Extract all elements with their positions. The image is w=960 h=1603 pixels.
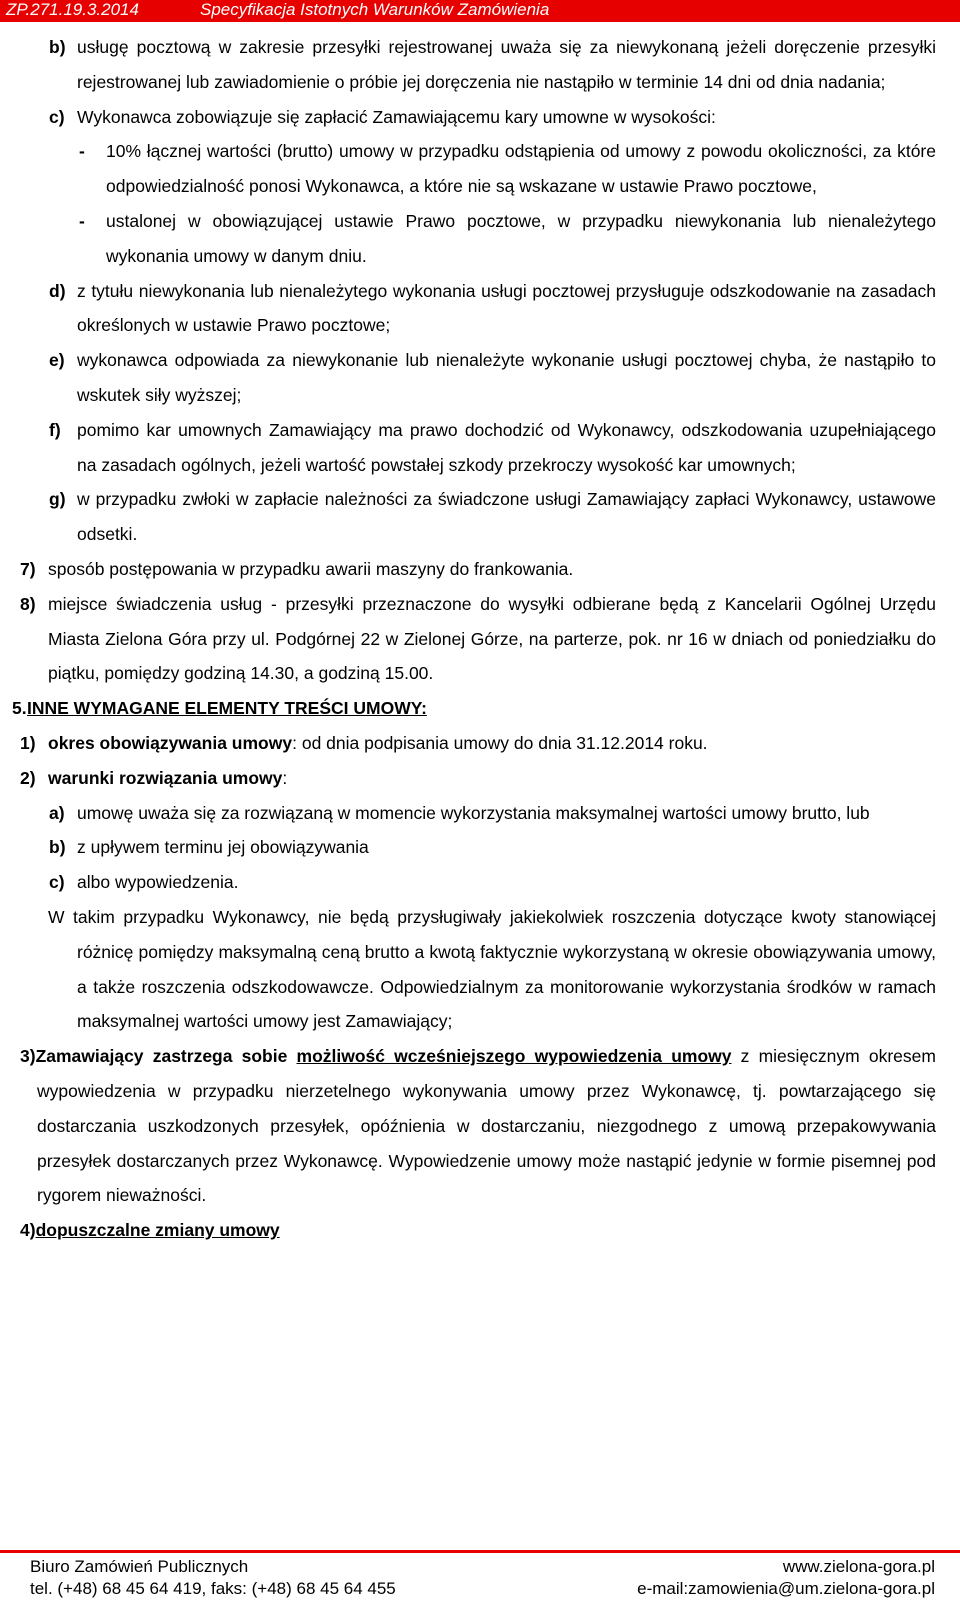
- clause-label: d): [49, 280, 66, 301]
- clause-label: b): [49, 37, 66, 57]
- clause-f: [20, 413, 936, 483]
- clause-b: [20, 30, 936, 100]
- point-text: : od dnia podpisania umowy do dnia 31.12.2014 roku.: [292, 732, 708, 753]
- section-title: INNE WYMAGANE ELEMENTY TREŚCI UMOWY:: [27, 698, 427, 719]
- section-5-point-3: [20, 1039, 936, 1213]
- footer-rule: [0, 1550, 960, 1553]
- document-header: [0, 0, 960, 22]
- point-bold-underlined-text: możliwość wcześniejszego wypowiedzenia umowy: [296, 1046, 732, 1067]
- point-bold-text: warunki rozwiązania umowy: [48, 767, 283, 788]
- section-5-point-2-note: [20, 900, 936, 1039]
- point-text: z miesięcznym okresem wypowiedzenia w przypadku nierzetelnego wykonywania umowy przez Wykonawcę, tj. powtarzającego się dostarczania uszkodzonych przesyłek, opóźnienia w dostarczaniu, niezgodnego z umową przepakowywania przesyłek dostarczanych przez Wykonawcę. Wypowiedzenie umowy może nastąpić jedynie w formie pisemnej pod rygorem nieważności.: [37, 1046, 936, 1206]
- section-5-heading: [12, 691, 936, 726]
- footer-website-link[interactable]: www.zielona-gora.pl: [782, 1557, 935, 1576]
- dash-label: -: [79, 141, 85, 162]
- footer-contact: tel. (+48) 68 45 64 419, faks: (+48) 68 45 64 455: [30, 1579, 396, 1598]
- point-label: 3): [20, 1046, 36, 1067]
- clause-text: ustalonej w obowiązującej ustawie Prawo pocztowe, w przypadku niewykonania lub nienależytego wykonania umowy w danym dniu.: [106, 210, 936, 266]
- clause-label: a): [49, 802, 65, 823]
- clause-text: usługę pocztową w zakresie przesyłki rejestrowanej uważa się za niewykonaną jeżeli doręczenie przesyłki rejestrowanej lub zawiadomienie o próbie jej doręczenia nie nastąpiło w terminie 14 dni od dnia nadania;: [77, 37, 936, 92]
- clause-text: umowę uważa się za rozwiązaną w momencie wykorzystania maksymalnej wartości umowy brutto, lub: [77, 802, 870, 823]
- clause-label: g): [49, 489, 66, 510]
- section-5-point-4: [20, 1213, 936, 1248]
- point-bold-text: okres obowiązywania umowy: [48, 732, 293, 753]
- clause-text: z tytułu niewykonania lub nienależytego wykonania usługi pocztowej przysługuje odszkodowanie na zasadach określonych w ustawie Prawo pocztowe;: [77, 280, 936, 336]
- document-code: ZP.271.19.3.2014: [6, 0, 139, 19]
- document-body: [12, 30, 936, 1248]
- point-bold-underlined-text: dopuszczalne zmiany umowy: [35, 1220, 280, 1241]
- clause-text: pomimo kar umownych Zamawiający ma prawo dochodzić od Wykonawcy, odszkodowania uzupełniającego na zasadach ogólnych, jeżeli wartość powstałej szkody przekroczy wysokość kar umownych;: [77, 419, 936, 475]
- point-bold-text: Zamawiający zastrzega sobie: [35, 1046, 297, 1067]
- point-8: [20, 587, 936, 691]
- clause-c-dash-2: [20, 204, 936, 274]
- point-label: 7): [20, 558, 36, 579]
- document-footer: [0, 1550, 960, 1603]
- clause-text: 10% łącznej wartości (brutto) umowy w przypadku odstąpienia od umowy z powodu okoliczności, za które odpowiedzialność ponosi Wykonawca, a które nie są wskazane w ustawie Prawo pocztowe,: [106, 141, 936, 197]
- clause-c-dash-1: [20, 134, 936, 204]
- clause-label: c): [49, 872, 65, 893]
- clause-text: z upływem terminu jej obowiązywania: [77, 837, 369, 858]
- clause-text: wykonawca odpowiada za niewykonanie lub nienależyte wykonanie usługi pocztowej chyba, że nastąpiło to wskutek siły wyższej;: [77, 350, 936, 405]
- point-text: sposób postępowania w przypadku awarii maszyny do frankowania.: [48, 558, 574, 579]
- clause-e: [20, 343, 936, 413]
- clause-d: [20, 274, 936, 344]
- point-label: 1): [20, 732, 36, 753]
- note-text: W takim przypadku Wykonawcy, nie będą przysługiwały jakiekolwiek roszczenia dotyczące kwoty stanowiącej różnicę pomiędzy maksymalną ceną brutto a kwotą faktycznie wykorzystaną w okresie obowiązywania umowy, a także roszczenia odszkodowawcze. Odpowiedzialnym za monitorowanie wykorzystania środków w ramach maksymalnej wartości umowy jest Zamawiający;: [48, 906, 936, 1032]
- point-label: 8): [20, 593, 36, 614]
- clause-label: b): [49, 837, 66, 858]
- point-7: [20, 552, 936, 587]
- document-title: Specyfikacja Istotnych Warunków Zamówienia: [200, 0, 550, 19]
- clause-c: [20, 100, 936, 135]
- point-label: 2): [20, 767, 36, 788]
- footer-organization: Biuro Zamówień Publicznych: [30, 1557, 249, 1576]
- clause-label: c): [49, 106, 65, 127]
- clause-text: w przypadku zwłoki w zapłacie należności za świadczone usługi Zamawiający zapłaci Wykonawcy, ustawowe odsetki.: [77, 489, 936, 545]
- section-5-point-2-c: [20, 865, 936, 900]
- section-5-point-1: [20, 726, 936, 761]
- clause-text: albo wypowiedzenia.: [77, 872, 239, 893]
- section-number: 5.: [12, 698, 27, 719]
- point-text: :: [282, 767, 288, 788]
- dash-label: -: [79, 210, 85, 231]
- point-label: 4): [20, 1220, 36, 1241]
- point-text: miejsce świadczenia usług - przesyłki przeznaczone do wysyłki odbierane będą z Kancelarii Ogólnej Urzędu Miasta Zielona Góra przy ul. Podgórnej 22 w Zielonej Górze, na parterze, pok. nr 16 w dniach od poniedziałku do piątku, pomiędzy godziną 14.30, a godziną 15.00.: [48, 593, 936, 684]
- section-5-point-2-b: [20, 830, 936, 865]
- section-5-point-2-a: [20, 796, 936, 831]
- section-5-point-2: [20, 761, 936, 796]
- footer-email-link[interactable]: e-mail:zamowienia@um.zielona-gora.pl: [637, 1579, 935, 1598]
- clause-label: e): [49, 350, 65, 371]
- clause-g: [20, 482, 936, 552]
- clause-text: Wykonawca zobowiązuje się zapłacić Zamawiającemu kary umowne w wysokości:: [77, 106, 716, 127]
- clause-label: f): [49, 419, 61, 440]
